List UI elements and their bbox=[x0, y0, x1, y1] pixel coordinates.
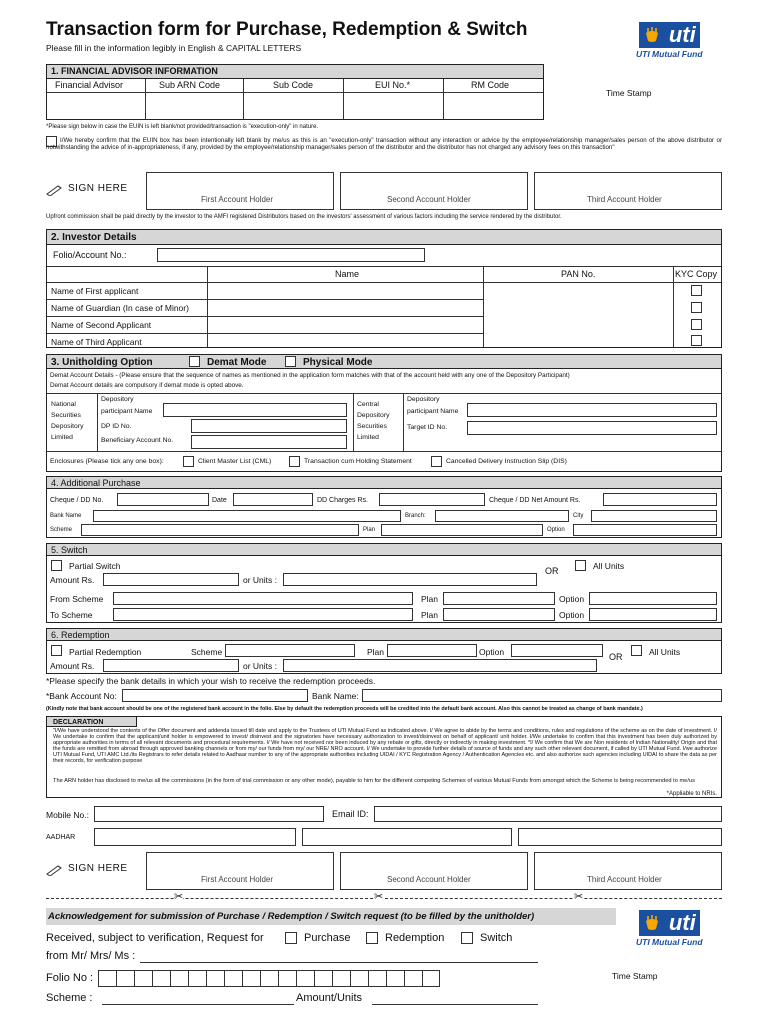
switch-title: 5. Switch bbox=[51, 545, 88, 555]
holding-statement-checkbox[interactable] bbox=[289, 456, 300, 467]
ack-switch-checkbox[interactable] bbox=[461, 932, 473, 944]
kyc-checkbox-3[interactable] bbox=[691, 319, 702, 330]
aadhar-holder3-input[interactable] bbox=[518, 828, 722, 846]
ack-purchase-label: Purchase bbox=[304, 932, 351, 944]
execution-only-declaration: I/We hereby confirm that the EUIN box has been intentionally left blank by me/us as this is an "execution-only" transaction without any interaction or advice by the employee/relationship manager/sales person of the above distributor or notwithstanding the advice of in-appropriateness, if any, provided by the employee/relationship manager/sales person of the distributor and the distributor has not charged any advisory fees on this transaction" bbox=[46, 137, 722, 152]
kyc-checkbox-1[interactable] bbox=[691, 285, 702, 296]
switch-units-input[interactable] bbox=[283, 573, 537, 586]
ack-switch-label: Switch bbox=[480, 932, 513, 944]
switch-amount-input[interactable] bbox=[103, 573, 239, 586]
second-holder-signature-2[interactable]: Second Account Holder bbox=[340, 852, 528, 890]
option-input[interactable] bbox=[573, 524, 717, 536]
ack-scheme-label: Scheme : bbox=[46, 992, 93, 1004]
switch-all-units-label: All Units bbox=[593, 561, 625, 571]
purchase-title: 4. Additional Purchase bbox=[51, 478, 141, 488]
aadhar-holder2-input[interactable] bbox=[302, 828, 512, 846]
partial-switch-label: Partial Switch bbox=[69, 561, 121, 571]
cdsl-target-label: Target ID No. bbox=[407, 424, 448, 431]
city-label: City bbox=[573, 513, 584, 519]
cheque-label: Cheque / DD No. bbox=[50, 497, 104, 504]
redemption-amount-input[interactable] bbox=[103, 659, 239, 672]
logo-subtitle: UTI Mutual Fund bbox=[636, 49, 703, 59]
redemption-all-units-label: All Units bbox=[649, 647, 681, 657]
net-amount-input[interactable] bbox=[603, 493, 717, 506]
demat-checkbox[interactable] bbox=[189, 356, 200, 367]
dis-label: Cancelled Delivery Instruction Slip (DIS) bbox=[446, 458, 567, 465]
to-scheme-label: To Scheme bbox=[50, 610, 93, 620]
redemption-scheme-input[interactable] bbox=[225, 644, 355, 657]
col-pan: PAN No. bbox=[561, 269, 596, 279]
upfront-note: Upfront commission shall be paid directly by the investor to the AMFI registered Distributors based on the investors' assessment of various factors including the service rendered by the distributor. bbox=[46, 214, 562, 220]
cml-label: Client Master List (CML) bbox=[198, 458, 272, 465]
cdsl-dp-label: Depository bbox=[407, 396, 440, 403]
redemption-title: 6. Redemption bbox=[51, 630, 110, 640]
ack-redemption-label: Redemption bbox=[385, 932, 445, 944]
second-holder-signature[interactable]: Second Account Holder bbox=[340, 172, 528, 210]
cut-line bbox=[46, 898, 722, 899]
sub-code-field[interactable] bbox=[243, 92, 343, 119]
received-label: Received, subject to verification, Request for bbox=[46, 932, 264, 944]
folio-boxes[interactable] bbox=[98, 970, 440, 987]
partial-redemption-checkbox[interactable] bbox=[51, 645, 62, 656]
branch-label: Branch: bbox=[405, 513, 426, 519]
arn-declaration: The ARN holder has disclosed to me/us all the commissions (in the form of trial commission or any other mode), payable to him for the different competing Schemes of various Mutual Funds from amongst which the Scheme is being recommended to me/us bbox=[53, 778, 695, 784]
declaration-title: DECLARATION bbox=[53, 718, 104, 726]
uti-logo-2 bbox=[636, 910, 703, 947]
holding-statement-label: Transaction cum Holding Statement bbox=[304, 458, 412, 465]
folio-label: Folio/Account No.: bbox=[53, 250, 127, 260]
redemption-plan-input[interactable] bbox=[387, 644, 477, 657]
scheme-label: Scheme bbox=[50, 527, 73, 533]
redemption-bank-name-label: Bank Name: bbox=[312, 691, 359, 701]
ack-amount-line[interactable] bbox=[372, 1004, 538, 1005]
from-scheme-input[interactable] bbox=[113, 592, 413, 605]
pen-icon-2 bbox=[46, 863, 64, 881]
to-option-label: Option bbox=[559, 610, 585, 620]
bank-details-note: *Please specify the bank details in which your wish to receive the redemption proceeds. bbox=[46, 676, 376, 686]
city-input[interactable] bbox=[591, 510, 717, 522]
email-label: Email ID: bbox=[332, 809, 369, 819]
advisor-section bbox=[46, 64, 544, 120]
switch-section bbox=[46, 543, 722, 623]
bank-name-input[interactable] bbox=[93, 510, 401, 522]
first-holder-signature[interactable]: First Account Holder bbox=[146, 172, 334, 210]
folio-no-label: Folio No : bbox=[46, 972, 94, 984]
ack-title: Acknowledgement for submission of Purchase / Redemption / Switch request (to be filled by the unitholder) bbox=[48, 911, 535, 922]
uti-logo bbox=[636, 22, 703, 59]
nsdl-beneficiary-label: Beneficiary Account No. bbox=[101, 437, 174, 444]
folio-input[interactable] bbox=[157, 248, 425, 262]
aadhar-holder1-input[interactable] bbox=[94, 828, 296, 846]
redemption-units-input[interactable] bbox=[283, 659, 597, 672]
redemption-scheme-label: Scheme bbox=[191, 647, 223, 657]
redemption-units-label: or Units : bbox=[243, 661, 278, 671]
to-scheme-input[interactable] bbox=[113, 608, 413, 621]
unitholding-title: 3. Unitholding Option bbox=[51, 357, 153, 368]
option-label: Option bbox=[547, 527, 565, 533]
physical-label: Physical Mode bbox=[303, 357, 373, 368]
bank-mandate-note: (Kindly note that bank account should be one of the registered bank account in the folio. Else by default the redemption proceeds will be credited into the default bank account. Also this cannot be treated as change of bank mandate.) bbox=[46, 706, 643, 712]
bank-account-label: *Bank Account No: bbox=[46, 691, 117, 701]
logo-text-2: uti bbox=[665, 910, 700, 936]
financial-advisor-field[interactable] bbox=[47, 92, 145, 119]
ack-redemption-checkbox[interactable] bbox=[366, 932, 378, 944]
logo-text: uti bbox=[665, 22, 700, 48]
investor-section bbox=[46, 229, 722, 348]
from-plan-input[interactable] bbox=[443, 592, 555, 605]
from-name-line[interactable] bbox=[140, 962, 538, 963]
redemption-amount-label: Amount Rs. bbox=[50, 661, 95, 671]
col-rm-code: RM Code bbox=[471, 80, 510, 90]
cdsl-dp-name-label: participant Name bbox=[407, 408, 459, 415]
first-holder-signature-2[interactable]: First Account Holder bbox=[146, 852, 334, 890]
redemption-plan-label: Plan bbox=[367, 647, 385, 657]
redemption-option-label: Option bbox=[479, 647, 505, 657]
col-eui: EUI No.* bbox=[375, 80, 411, 90]
demat-note: Demat Account Details - (Please ensure that the sequence of names as mentioned in the application form matches with that of the account held with any one of the Depository Participant) bbox=[50, 372, 570, 379]
cheque-input[interactable] bbox=[117, 493, 209, 506]
nsdl-dp-name-input[interactable] bbox=[163, 403, 347, 417]
cdsl-dp-name-input[interactable] bbox=[467, 403, 717, 417]
cdsl-target-input[interactable] bbox=[467, 421, 717, 435]
from-option-label: Option bbox=[559, 594, 585, 604]
euin-note: *Please sign below in case the EUIN is left blank/not provided/transaction is "execution-only" in nature. bbox=[46, 124, 319, 130]
nsdl-dp-name-label: participant Name bbox=[101, 408, 153, 415]
sign-here-label-2: SIGN HERE bbox=[68, 863, 128, 874]
unitholding-section bbox=[46, 354, 722, 472]
page-subtitle: Please fill in the information legibly in English & CAPITAL LETTERS bbox=[46, 43, 302, 53]
row-first-applicant: Name of First applicant bbox=[51, 286, 139, 296]
from-name-label: from Mr/ Mrs/ Ms : bbox=[46, 950, 136, 962]
sign-here-label: SIGN HERE bbox=[68, 183, 128, 194]
from-option-input[interactable] bbox=[589, 592, 717, 605]
rm-code-field[interactable] bbox=[443, 92, 543, 119]
partial-redemption-label: Partial Redemption bbox=[69, 647, 142, 657]
email-input[interactable] bbox=[374, 806, 722, 822]
sub-arn-field[interactable] bbox=[145, 92, 243, 119]
plan-label: Plan bbox=[363, 527, 376, 533]
col-financial-advisor: Financial Advisor bbox=[55, 80, 124, 90]
date-label: Date bbox=[212, 497, 227, 504]
logo-subtitle-2: UTI Mutual Fund bbox=[636, 937, 703, 947]
page-title: Transaction form for Purchase, Redemption & Switch bbox=[46, 19, 528, 40]
redemption-option-input[interactable] bbox=[511, 644, 603, 657]
from-scheme-label: From Scheme bbox=[50, 594, 104, 604]
third-holder-signature[interactable]: Third Account Holder bbox=[534, 172, 722, 210]
to-option-input[interactable] bbox=[589, 608, 717, 621]
col-sub-arn: Sub ARN Code bbox=[159, 80, 221, 90]
switch-units-label: or Units : bbox=[243, 575, 278, 585]
cml-checkbox[interactable] bbox=[183, 456, 194, 467]
scissors-icon: ✂ bbox=[174, 891, 184, 903]
ack-time-stamp: Time Stamp bbox=[612, 971, 658, 981]
demat-label: Demat Mode bbox=[207, 357, 267, 368]
kalash-icon-2 bbox=[639, 910, 665, 936]
col-sub-code: Sub Code bbox=[273, 80, 314, 90]
partial-switch-checkbox[interactable] bbox=[51, 560, 62, 571]
col-kyc: KYC Copy bbox=[675, 269, 718, 279]
branch-input[interactable] bbox=[435, 510, 569, 522]
dd-charges-input[interactable] bbox=[379, 493, 485, 506]
row-guardian: Name of Guardian (In case of Minor) bbox=[51, 303, 189, 313]
row-second-applicant: Name of Second Applicant bbox=[51, 320, 152, 330]
demat-compulsory-note: Demat Account details are compulsory if demat mode is opted above. bbox=[50, 382, 244, 389]
aadhar-label: AADHAR bbox=[46, 834, 76, 841]
switch-all-units-checkbox[interactable] bbox=[575, 560, 586, 571]
redemption-or: OR bbox=[609, 652, 623, 662]
redemption-bank-name-input[interactable] bbox=[362, 689, 722, 702]
nri-note: *Appliable to NRIs. bbox=[666, 791, 717, 797]
kalash-icon bbox=[639, 22, 665, 48]
ack-scheme-line[interactable] bbox=[102, 1004, 294, 1005]
pen-icon bbox=[46, 183, 64, 201]
ack-amount-label: Amount/Units bbox=[296, 992, 363, 1004]
kyc-checkbox-4[interactable] bbox=[691, 335, 702, 346]
scissors-icon-2: ✂ bbox=[374, 891, 384, 903]
enclosures-label: Enclosures (Please tick any one box): bbox=[50, 458, 164, 465]
scissors-icon-3: ✂ bbox=[574, 891, 584, 903]
net-amount-label: Cheque / DD Net Amount Rs. bbox=[489, 497, 581, 504]
dis-checkbox[interactable] bbox=[431, 456, 442, 467]
mobile-label: Mobile No.: bbox=[46, 810, 89, 820]
time-stamp-label: Time Stamp bbox=[606, 88, 652, 98]
to-plan-label: Plan bbox=[421, 610, 439, 620]
physical-checkbox[interactable] bbox=[285, 356, 296, 367]
redemption-section bbox=[46, 628, 722, 674]
third-holder-signature-2[interactable]: Third Account Holder bbox=[534, 852, 722, 890]
dd-charges-label: DD Charges Rs. bbox=[317, 497, 368, 504]
date-input[interactable] bbox=[233, 493, 313, 506]
nsdl-beneficiary-input[interactable] bbox=[191, 435, 347, 449]
investor-title: 2. Investor Details bbox=[51, 232, 137, 243]
advisor-title: 1. FINANCIAL ADVISOR INFORMATION bbox=[51, 66, 218, 76]
col-name: Name bbox=[335, 269, 360, 279]
mobile-input[interactable] bbox=[94, 806, 324, 822]
nsdl-dp-label: Depository bbox=[101, 396, 134, 403]
bank-account-input[interactable] bbox=[122, 689, 308, 702]
from-plan-label: Plan bbox=[421, 594, 439, 604]
plan-input[interactable] bbox=[381, 524, 543, 536]
row-third-applicant: Name of Third Applicant bbox=[51, 337, 142, 347]
bank-name-label: Bank Name bbox=[50, 513, 82, 519]
declaration-section bbox=[46, 716, 722, 798]
to-plan-input[interactable] bbox=[443, 608, 555, 621]
switch-amount-label: Amount Rs. bbox=[50, 575, 95, 585]
ack-purchase-checkbox[interactable] bbox=[285, 932, 297, 944]
declaration-text: "I/We have understood the contents of the Offer document and addenda issued till date and apply to the Trustees of UTI Mutual Fund as indicated above. I/ We agree to abide by the terms and conditions, rules and regulations of the scheme as on the date of investment. I/ We undertake to confirm that the applicant/unit holder is empowered to invest/ disinvest and the signatories have necessary authorization to invest/disinvest on behalf of applicant/ unit holder. I/We undertake to confirm that this investment has been duly authorized by appropriate authorities in terms of all relevant documents and procedural requirements. I/ We have not received nor been induced by any rebate or gifts, directly or indirectly in making investment. *I/ We confirm that We are Non residents of Indian Nationality/ Origin and that the funds are remitted from abroad through approved banking channels or from my/ our funds from my/ our NRE/ NRO account. I/ We undertake to provide further details of source of funds and any such other relevant document, if called by UTI Mutual Fund. I/we authorize UTI Mutual Fund, UTI AMC Ltd./its Registrars to refer details related to Aadhaar number to any of the appropriate authorities including UIDAI / KYC Registration Agency / Authentication Agencies etc. and also authorize such agencies including UIDAI to share the data as per their records, for verification purpose bbox=[53, 728, 717, 765]
nsdl-dpid-input[interactable] bbox=[191, 419, 347, 433]
nsdl-label: National Securities Depository Limited bbox=[51, 401, 84, 441]
cdsl-label: Central Depository Securities Limited bbox=[357, 401, 390, 441]
nsdl-dpid-label: DP ID No. bbox=[101, 423, 132, 430]
eui-field[interactable] bbox=[343, 92, 443, 119]
redemption-all-units-checkbox[interactable] bbox=[631, 645, 642, 656]
purchase-section bbox=[46, 476, 722, 538]
kyc-checkbox-2[interactable] bbox=[691, 302, 702, 313]
switch-or: OR bbox=[545, 566, 559, 576]
scheme-input[interactable] bbox=[81, 524, 359, 536]
